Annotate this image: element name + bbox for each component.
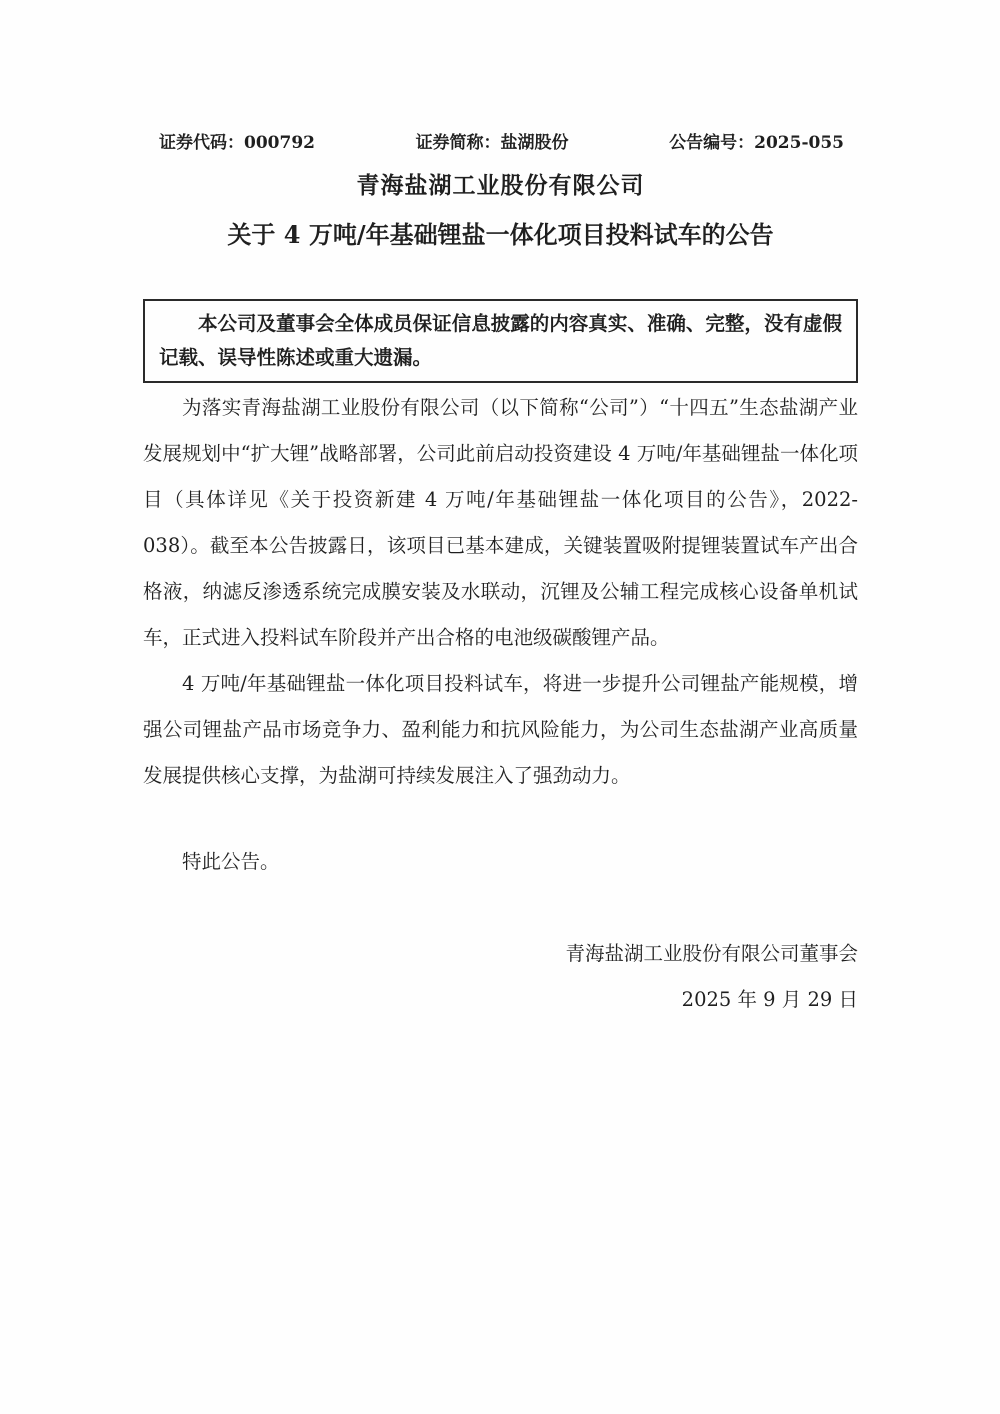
announcement-number: 公告编号：2025-055 [669,133,844,153]
stock-name: 证券简称：盐湖股份 [415,133,569,153]
stock-code: 证券代码：000792 [159,133,315,153]
disclaimer-text: 本公司及董事会全体成员保证信息披露的内容真实、准确、完整，没有虚假记载、误导性陈述或重大遗漏。 [159,312,842,369]
signature-line: 青海盐湖工业股份有限公司董事会 [565,942,858,965]
disclaimer-box [143,299,858,383]
company-title: 青海盐湖工业股份有限公司 [356,172,645,199]
body-paragraph-2: 4 万吨/年基础锂盐一体化项目投料试车，将进一步提升公司锂盐产能规模，增强公司锂盐产品市场竞争力、盈利能力和抗风险能力，为公司生态盐湖产业高质量发展提供核心支撑，为盐湖可持续发展注入了强劲动力。 [143,672,858,787]
document-header [143,131,858,155]
announcement-title: 关于 4 万吨/年基础锂盐一体化项目投料试车的公告 [227,220,774,249]
date-line: 2025 年 9 月 29 日 [681,988,858,1011]
closing-statement: 特此公告。 [182,850,280,873]
body-paragraph-1: 为落实青海盐湖工业股份有限公司（以下简称“公司”）“十四五”生态盐湖产业发展规划中“扩大锂”战略部署，公司此前启动投资建设 4 万吨/年基础锂盐一体化项目（具体详见《关于投资新建 4 万吨/年基础锂盐一体化项目的公告》，2022-038）。截至本公告披露日，该项目已基本建成，关键装置吸附提锂装置试车产出合格液，纳滤反渗透系统完成膜安装及水联动，沉锂及公辅工程完成核心设备单机试车，正式进入投料试车阶段并产出合格的电池级碳酸锂产品。 [143,396,858,649]
